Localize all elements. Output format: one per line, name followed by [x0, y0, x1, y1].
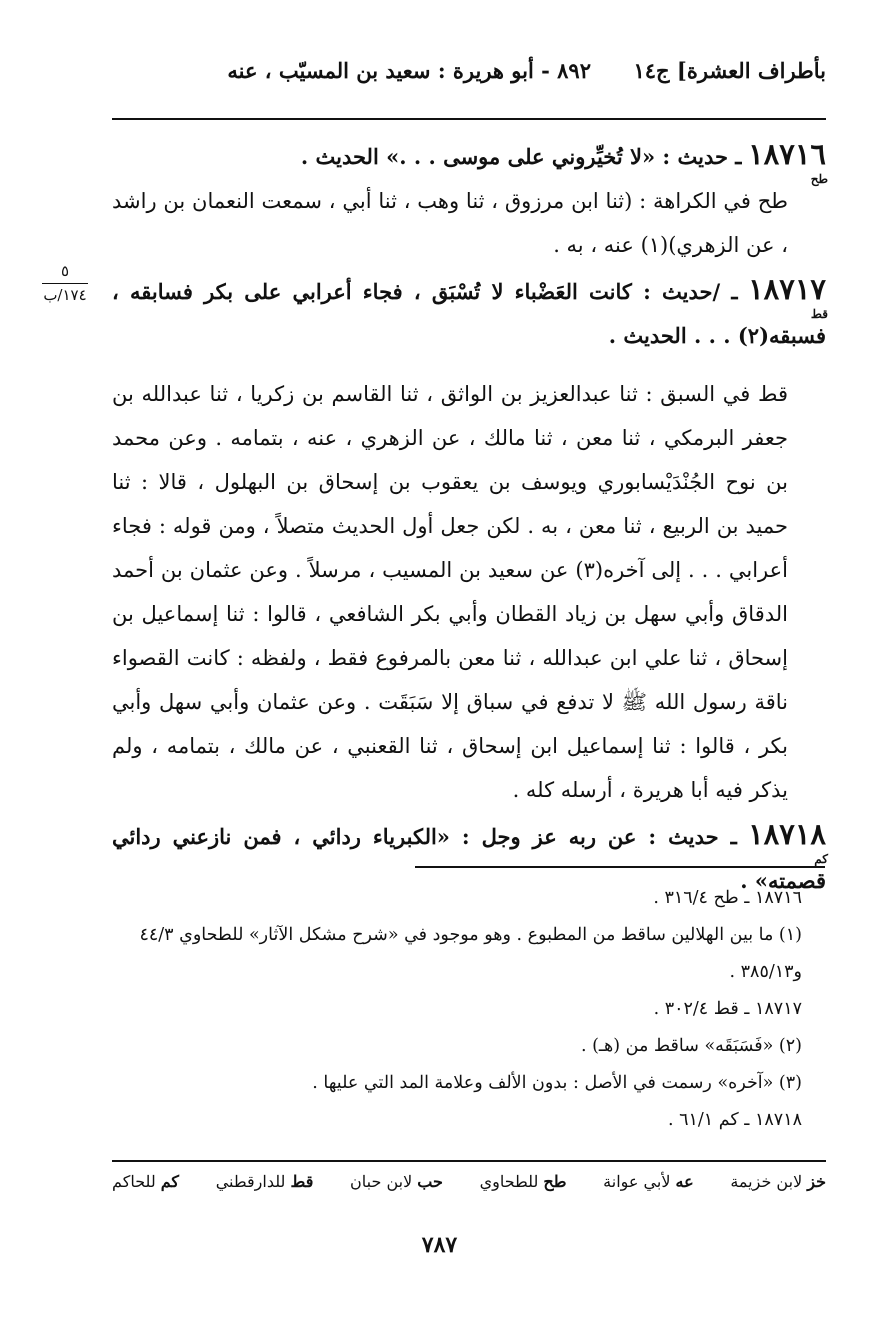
footnote: (٣) «آخره» رسمت في الأصل : بدون الألف وعلامة المد التي عليها . [312, 1073, 802, 1093]
header-book-title: بأطراف العشرة] ج١٤ [633, 58, 826, 83]
folio-reference: ١٧٤/ب [43, 286, 87, 304]
entry-18716-isnad: طح في الكراهة : (ثنا ابن مرزوق ، ثنا وهب ، ثنا أبي ، سمعت النعمان بن راشد ، عن الزهري)(١) عنه ، به . [112, 189, 788, 257]
manuscript-folio-note [30, 262, 100, 304]
footnote-divider [415, 866, 825, 868]
entry-18717-isnad: قط في السبق : ثنا عبدالعزيز بن الواثق ، ثنا القاسم بن زكريا ، ثنا عبدالله بن جعفر البرمكي ، ثنا معن ، ثنا مالك ، عن الزهري ، عنه ، بتمامه . وعن محمد بن نوح الجُنْدَيْسابوري ويوسف بن يعقوب بن إسحاق بن البهلول ، قالا : ثنا حميد بن الربيع ، ثنا معن ، به . لكن جعل أول الحديث متصلاً ، ومن قوله : فجاء أعرابي . . . إلى آخره(٣) عن سعيد بن المسيب ، مرسلاً . وعن عثمان بن أحمد الدقاق وأبي سهل بن زياد القطان وأبي بكر الشافعي ، قالوا : ثنا إسماعيل بن إسحاق ، ثنا علي ابن عبدالله ، ثنا معن بالمرفوع فقط ، ولفظه : كانت القصواء ناقة رسول الله ﷺ لا تدفع في سباق إلا سَبَقَت . وعن عثمان وأبي سهل وأبي بكر ، قالوا : ثنا إسماعيل ابن إسحاق ، ثنا القعنبي ، عن مالك ، بتمامه ، ولم يذكر فيه أبا هريرة ، أرسله كله . [112, 382, 788, 802]
footnote: ١٨٧١٨ ـ كم ٦١/١ . [667, 1110, 802, 1130]
source-code: كم [814, 852, 828, 866]
legend-item: طح للطحاوي [479, 1172, 567, 1191]
hadith-title: ـ حديث : «لا تُخيِّروني على موسى . . .» الحديث . [300, 144, 742, 169]
hadith-title: ـ /حديث : كانت العَضْباء لا تُسْبَق ، فجاء أعرابي على بكر فسابقه ، فسبقه(٢) . . . الحديث . [112, 279, 826, 348]
source-code: قط [810, 307, 828, 321]
legend-item: حب لابن حبان [350, 1172, 443, 1191]
abbreviation-legend [112, 1172, 826, 1191]
running-header [110, 58, 826, 98]
legend-item: قط للدارقطني [215, 1172, 314, 1191]
footnote: ١٨٧١٦ ـ طح ٣١٦/٤ . [653, 888, 802, 908]
legend-item: كم للحاكم [112, 1172, 180, 1191]
footnotes [112, 880, 826, 1139]
page-number: ٧٨٧ [421, 1232, 458, 1258]
header-divider [112, 118, 826, 120]
folio-divider [42, 283, 88, 284]
legend-item: خز لابن خزيمة [730, 1172, 826, 1191]
legend-divider [112, 1160, 826, 1162]
folio-index: ٥ [60, 262, 70, 280]
footnote: (١) ما بين الهلالين ساقط من المطبوع . وهو موجود في «شرح مشكل الآثار» للطحاوي ٤٤/٣ و٣٨٥/١٣ . [139, 925, 802, 982]
hadith-number: ١٨٧١٨ كم [748, 817, 828, 866]
hadith-number: ١٨٧١٦ طح [748, 137, 828, 186]
legend-item: عه لأبي عوانة [603, 1172, 694, 1191]
footnote: (٢) «فَسَبَقَه» ساقط من (هـ) . [580, 1036, 802, 1056]
header-musnad-title: ٨٩٢ - أبو هريرة : سعيد بن المسيّب ، عنه [227, 58, 591, 83]
entry-18716-heading [112, 132, 828, 186]
hadith-number: ١٨٧١٧ قط [748, 272, 828, 321]
hadith-title: ـ حديث : عن ربه عز وجل : «الكبرياء ردائي ، فمن نازعني ردائي قصمته» . [112, 824, 826, 893]
source-code: طح [810, 172, 828, 186]
footnote: ١٨٧١٧ ـ قط ٣٠٢/٤ . [653, 999, 802, 1019]
entry-18717-heading [112, 267, 826, 358]
main-text [112, 132, 826, 903]
